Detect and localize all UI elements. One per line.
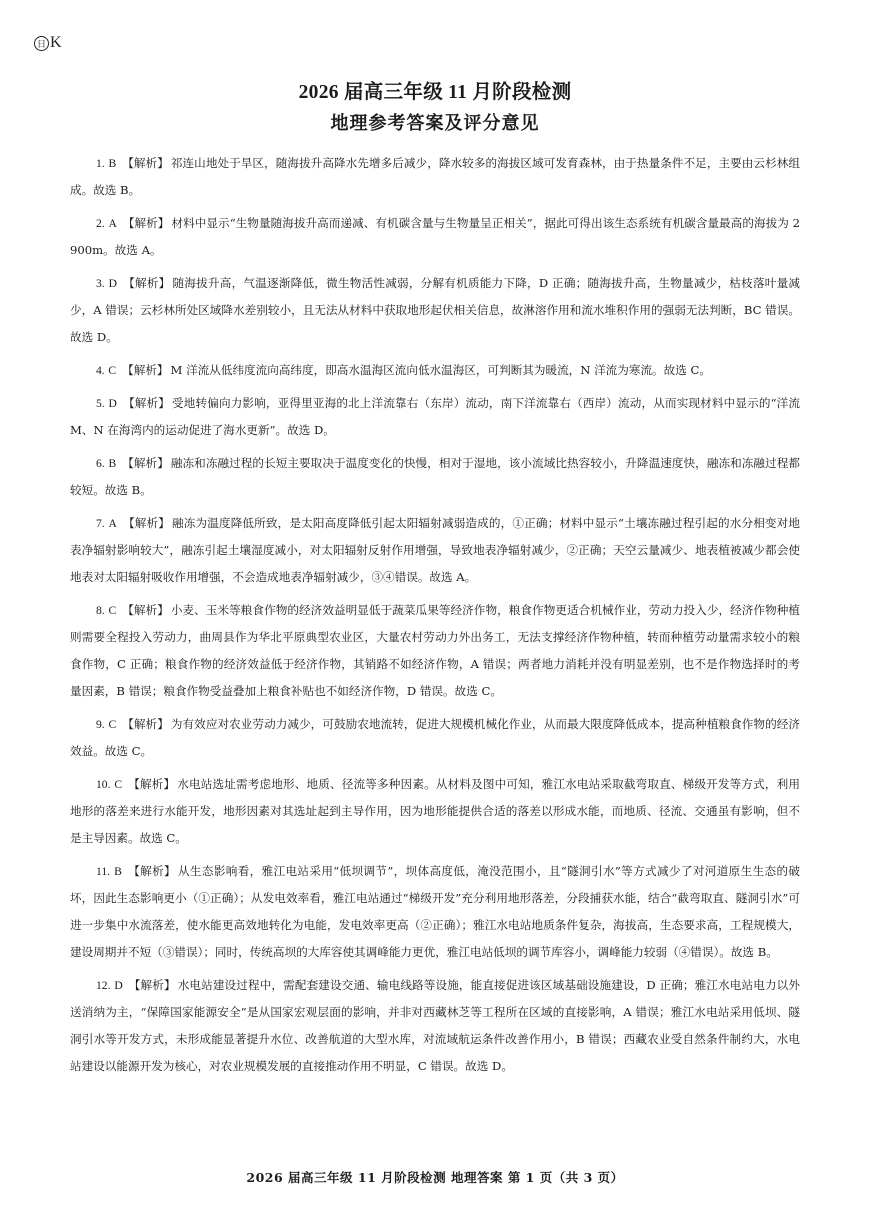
- analysis-text: 随海拔升高，气温逐渐降低，微生物活性减弱，分解有机质能力下降，D 正确；随海拔升高，生物量减少，枯枝落叶量减少，A 错误；云杉林所处区域降水差别较小，且无法从材料中获取地形起伏相关信息，故淋溶作用和流水堆积作用的强弱无法判断，BC 错误。故选 D。: [70, 276, 800, 344]
- answer-item: [70, 858, 800, 966]
- answer-item: [70, 390, 800, 444]
- question-number: 10.: [96, 778, 111, 791]
- analysis-tag: 【解析】: [122, 603, 169, 617]
- analysis-text: M 洋流从低纬度流向高纬度，即高水温海区流向低水温海区，可判断其为暖流，N 洋流为寒流。故选 C。: [170, 363, 711, 377]
- answer-list: [70, 150, 800, 1086]
- analysis-text: 材料中显示“生物量随海拔升高而递减、有机碳含量与生物量呈正相关”，据此可得出该生态系统有机碳含量最高的海拔为 2900m。故选 A。: [70, 216, 801, 257]
- circled-character: 日: [34, 36, 49, 51]
- analysis-tag: 【解析】: [127, 864, 176, 878]
- answer-letter: D: [108, 397, 117, 410]
- page-footer: 2026 届高三年级 11 月阶段检测 地理答案 第 1 页（共 3 页）: [246, 1170, 624, 1185]
- question-number: 5.: [96, 397, 105, 410]
- answer-item: [70, 210, 800, 264]
- analysis-tag: 【解析】: [122, 456, 169, 470]
- answer-letter: B: [114, 865, 122, 878]
- question-number: 9.: [96, 718, 105, 731]
- answer-item: [70, 711, 800, 765]
- analysis-tag: 【解析】: [122, 717, 169, 731]
- answer-item: [70, 972, 800, 1080]
- answer-letter: B: [108, 457, 117, 470]
- answer-item: [70, 597, 800, 705]
- analysis-text: 水电站选址需考虑地形、地质、径流等多种因素。从材料及图中可知，雅江水电站采取截弯取直、梯级开发等方式，利用地形的落差来进行水能开发，地形因素对其选址起到主导作用，因为地形能提供合适的落差以形成水能，而地质、径流、交通虽有影响，但不是主导因素。故选 C。: [70, 777, 800, 845]
- question-number: 12.: [96, 979, 111, 992]
- analysis-text: 融冻为温度降低所致，是太阳高度降低引起太阳辐射减弱造成的，①正确；材料中显示“土壤冻融过程引起的水分相变对地表净辐射影响较大”，融冻引起土壤湿度减小，对太阳辐射反射作用增强，导致地表净辐射减少，②正确；天空云量减少、地表植被减少都会使地表对太阳辐射吸收作用增强，不会造成地表净辐射减少，③④错误。故选 A。: [70, 516, 800, 584]
- analysis-tag: 【解析】: [122, 216, 170, 230]
- question-number: 8.: [96, 604, 105, 617]
- question-number: 6.: [96, 457, 105, 470]
- question-number: 11.: [96, 865, 111, 878]
- analysis-tag: 【解析】: [123, 276, 171, 290]
- analysis-text: 祁连山地处于旱区，随海拔升高降水先增多后减少，降水较多的海拔区域可发育森林，由于热量条件不足，主要由云杉林组成。故选 B。: [70, 156, 800, 197]
- answer-item: [70, 357, 800, 384]
- answer-letter: D: [108, 277, 117, 290]
- analysis-text: 受地转偏向力影响，亚得里亚海的北上洋流靠右（东岸）流动，南下洋流靠右（西岸）流动，从而实现材料中显示的“洋流 M、N 在海湾内的运动促进了海水更新”。故选 D。: [70, 396, 800, 437]
- analysis-text: 小麦、玉米等粮食作物的经济效益明显低于蔬菜瓜果等经济作物，粮食作物更适合机械作业，劳动力投入少，经济作物种植则需要全程投入劳动力，曲周县作为华北平原典型农业区，大量农村劳动力外出务工，无法支撑经济作物种植，转而种植劳动量需求较小的粮食作物，C 正确；粮食作物的经济效益低于经济作物，其销路不如经济作物，A 错误；两者地力消耗并没有明显差别，也不是作物选择时的考量因素，B 错误；粮食作物受益叠加上粮食补贴也不如经济作物，D 错误。故选 C。: [70, 603, 800, 698]
- page-title: 2026 届高三年级 11 月阶段检测: [298, 82, 572, 103]
- analysis-text: 融冻和冻融过程的长短主要取决于温度变化的快慢，相对于湿地，该小流域比热容较小，升降温速度快，融冻和冻融过程都较短。故选 B。: [70, 456, 800, 497]
- answer-item: [70, 270, 800, 351]
- answer-letter: A: [108, 217, 117, 230]
- question-number: 1.: [96, 157, 105, 170]
- question-number: 7.: [96, 517, 105, 530]
- answer-letter: C: [108, 718, 117, 731]
- analysis-tag: 【解析】: [122, 396, 171, 410]
- analysis-text: 从生态影响看，雅江电站采用“低坝调节”，坝体高度低，淹没范围小，且“隧洞引水”等方式减少了对河道原生生态的破坏，因此生态影响更小（①正确）；从发电效率看，雅江电站通过“梯级开发”充分利用地形落差，分段捕获水能，结合“截弯取直、隧洞引水”可进一步集中水流落差，使水能更高效地转化为电能，发电效率更高（②正确）；雅江水电站地质条件复杂，海拔高，生态要求高，工程规模大，建设周期并不短（③错误）；同时，传统高坝的大库容使其调峰能力更优，雅江电站低坝的调节库容小，调峰能力较弱（④错误）。故选 B。: [70, 864, 800, 959]
- question-number: 2.: [96, 217, 105, 230]
- answer-letter: C: [108, 364, 117, 377]
- answer-item: [70, 510, 800, 591]
- analysis-tag: 【解析】: [122, 156, 169, 170]
- analysis-text: 水电站建设过程中，需配套建设交通、输电线路等设施，能直接促进该区域基础设施建设，D 正确；雅江水电站电力以外送消纳为主，“保障国家能源安全”是从国家宏观层面的影响，并非对西藏林芝等工程所在区域的直接影响，A 错误；雅江水电站采用低坝、隧洞引水等开发方式，未形成能显著提升水位、改善航道的大型水库，对流域航运条件改善作用小，B 错误；西藏农业受自然条件制约大，水电站建设以能源开发为核心，对农业规模发展的直接推动作用不明显，C 错误。故选 D。: [70, 978, 800, 1073]
- answer-item: [70, 150, 800, 204]
- answer-letter: C: [114, 778, 123, 791]
- analysis-tag: 【解析】: [122, 363, 169, 377]
- answer-letter: B: [108, 157, 117, 170]
- answer-item: [70, 771, 800, 852]
- page-subtitle: 地理参考答案及评分意见: [330, 113, 540, 134]
- corner-letter: K: [50, 34, 62, 51]
- corner-logo: [34, 34, 62, 52]
- answer-letter: A: [108, 517, 117, 530]
- answer-letter: C: [108, 604, 117, 617]
- analysis-tag: 【解析】: [128, 978, 176, 992]
- question-number: 4.: [96, 364, 105, 377]
- question-number: 3.: [96, 277, 105, 290]
- analysis-tag: 【解析】: [122, 516, 171, 530]
- answer-item: [70, 450, 800, 504]
- analysis-text: 为有效应对农业劳动力减少，可鼓励农地流转，促进大规模机械化作业，从而最大限度降低成本，提高种植粮食作物的经济效益。故选 C。: [70, 717, 800, 758]
- answer-letter: D: [114, 979, 123, 992]
- analysis-tag: 【解析】: [128, 777, 176, 791]
